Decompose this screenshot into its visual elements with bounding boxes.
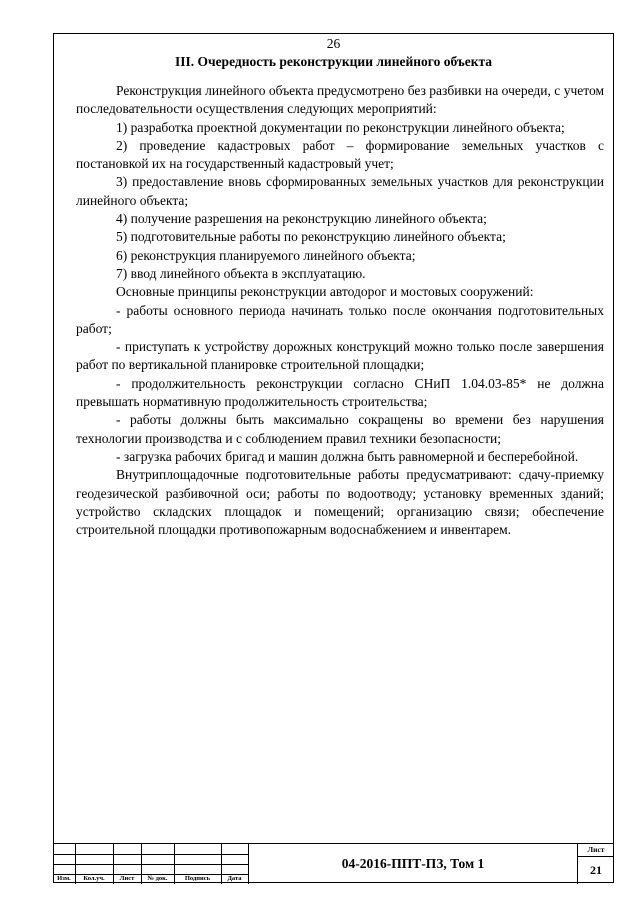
list-item: 4) получение разрешения на реконструкцию линейного объекта;: [116, 211, 487, 227]
list-item: - загрузка рабочих бригад и машин должна быть равномерной и бесперебойной.: [116, 448, 579, 464]
page-number: 26: [326, 36, 341, 51]
list-item: - приступать к устройству дорожных конструкций можно только после завершения работ по вертикальной планировке строительной площадки;: [76, 339, 604, 373]
list-item: 7) ввод линейного объекта в эксплуатацию.: [116, 265, 366, 281]
header-signature: Подпись: [184, 875, 211, 882]
list-item: - продолжительность реконструкции согласно СНиП 1.04.03-85* не должна превышать нормативную продолжительность строительства;: [76, 375, 604, 410]
list-item: 6) реконструкция планируемого линейного объекта;: [116, 247, 416, 263]
paragraph: Основные принципы реконструкции автодорог и мостовых сооружений:: [116, 284, 534, 300]
page-frame: [53, 33, 614, 883]
body-text: [76, 82, 604, 539]
sheet-number: 21: [590, 862, 602, 877]
document-code: 04-2016-ППТ-ПЗ, Том 1: [341, 856, 485, 871]
section-title: III. Очередность реконструкции линейного объекта: [174, 54, 493, 69]
list-item: - работы основного периода начинать только после окончания подготовительных работ;: [76, 302, 604, 336]
sheet-box: [577, 844, 614, 884]
header-change: Изм.: [57, 875, 71, 882]
sheet-label: Лист: [578, 844, 614, 857]
list-item: - работы должны быть максимально сокращены во времени без нарушения технологии производства и с соблюдением правил техники безопасности;: [76, 412, 604, 446]
header-quantity: Кол.уч.: [83, 875, 105, 882]
paragraph: Реконструкция линейного объекта предусмотрено без разбивки на очереди, с учетом последовательности осуществления следующих мероприятий:: [76, 83, 604, 117]
list-item: 3) предоставление вновь сформированных земельных участков для реконструкции линейного объекта;: [76, 174, 604, 208]
title-block-stamp: [53, 843, 614, 883]
paragraph: Внутриплощадочные подготовительные работы предусматривают: сдачу-приемку геодезической разбивочной оси; работы по водоотводу; установку временных зданий; устройство складских площадок и помещений; организацию связи; обеспечение строительной площадки противопожарным водоснабжением и инвентарем.: [76, 467, 604, 538]
list-item: 5) подготовительные работы по реконструкцию линейного объекта;: [116, 229, 506, 245]
revision-table: [53, 844, 248, 884]
list-item: 2) проведение кадастровых работ – формирование земельных участков с постановкой их на государственный кадастровый учет;: [76, 137, 604, 172]
header-date: Дата: [227, 875, 242, 882]
header-doc-number: № док.: [147, 875, 168, 882]
header-sheet: Лист: [119, 875, 135, 882]
list-item: 1) разработка проектной документации по реконструкции линейного объекта;: [116, 119, 565, 135]
